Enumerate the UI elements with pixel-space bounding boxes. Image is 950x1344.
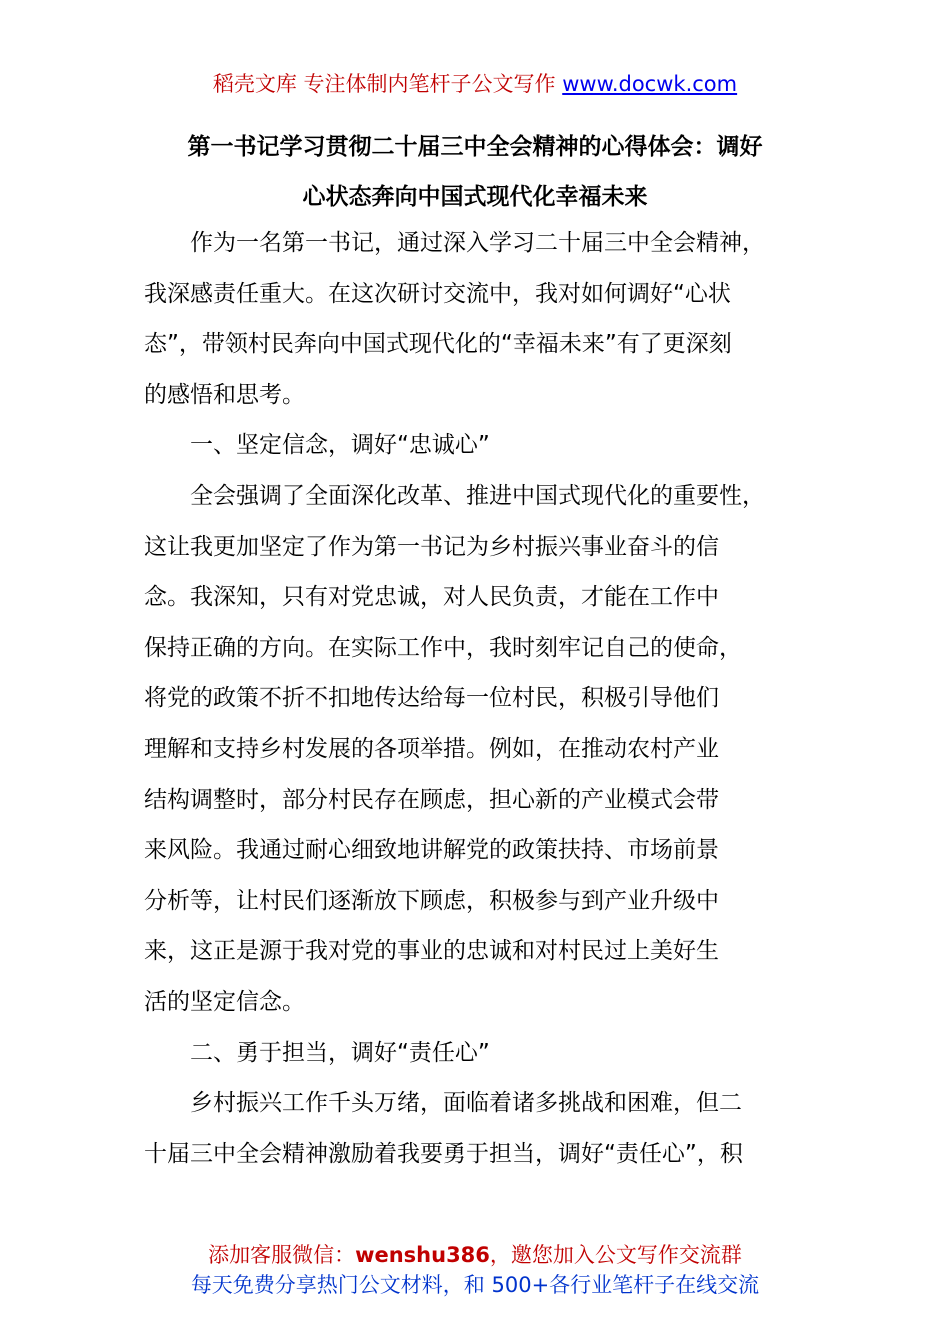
- body-line: 作为一名第一书记，通过深入学习二十届三中全会精神，: [190, 230, 765, 256]
- section-heading-2: 二、勇于担当，调好“责任心”: [190, 1039, 490, 1066]
- body-line: 十届三中全会精神激励着我要勇于担当，调好“责任心”，积: [144, 1140, 743, 1167]
- document-title: [120, 122, 830, 222]
- body-line: 全会强调了全面深化改革、推进中国式现代化的重要性，: [190, 482, 765, 509]
- footer-suffix: ，邀您加入公文写作交流群: [489, 1243, 742, 1267]
- header-text: 稻壳文库 专注体制内笔杆子公文写作: [212, 72, 563, 96]
- body-line: 态”，带领村民奔向中国式现代化的“幸福未来”有了更深刻: [144, 331, 732, 358]
- header-banner: [0, 68, 950, 100]
- title-line-1: 第一书记学习贯彻二十届三中全会精神的心得体会：调好: [187, 134, 763, 160]
- body-line: 保持正确的方向。在实际工作中，我时刻牢记自己的使命，: [144, 634, 742, 661]
- title-line-2: 心状态奔向中国式现代化幸福未来: [302, 184, 648, 210]
- footer-wechat-id: wenshu386: [355, 1243, 490, 1267]
- body-line: 来风险。我通过耐心细致地讲解党的政策扶持、市场前景: [144, 837, 719, 864]
- body-line: 这让我更加坚定了作为第一书记为乡村振兴事业奋斗的信: [144, 533, 719, 560]
- document-body: [144, 218, 834, 1179]
- body-line: 的感悟和思考。: [144, 381, 305, 408]
- body-line: 我深感责任重大。在这次研讨交流中，我对如何调好“心状: [144, 280, 731, 307]
- body-line: 将党的政策不折不扣地传达给每一位村民，积极引导他们: [144, 685, 719, 712]
- footer-prefix: 添加客服微信：: [208, 1243, 356, 1267]
- body-line: 理解和支持乡村发展的各项举措。例如，在推动农村产业: [144, 735, 719, 762]
- body-line: 乡村振兴工作千头万绪，面临着诸多挑战和困难，但二: [190, 1090, 742, 1117]
- body-line: 念。我深知，只有对党忠诚，对人民负责，才能在工作中: [144, 584, 719, 611]
- body-line: 活的坚定信念。: [144, 988, 305, 1015]
- body-line: 分析等，让村民们逐渐放下顾虑，积极参与到产业升级中: [144, 887, 719, 914]
- footer-share-line: 每天免费分享热门公文材料，和 500+各行业笔杆子在线交流: [190, 1273, 760, 1297]
- header-link[interactable]: www.docwk.com: [562, 72, 738, 96]
- section-heading-1: 一、坚定信念，调好“忠诚心”: [190, 432, 490, 459]
- body-line: 来，这正是源于我对党的事业的忠诚和对村民过上美好生: [144, 938, 719, 965]
- body-line: 结构调整时，部分村民存在顾虑，担心新的产业模式会带: [144, 786, 719, 813]
- footer-wechat-line: [0, 1240, 950, 1270]
